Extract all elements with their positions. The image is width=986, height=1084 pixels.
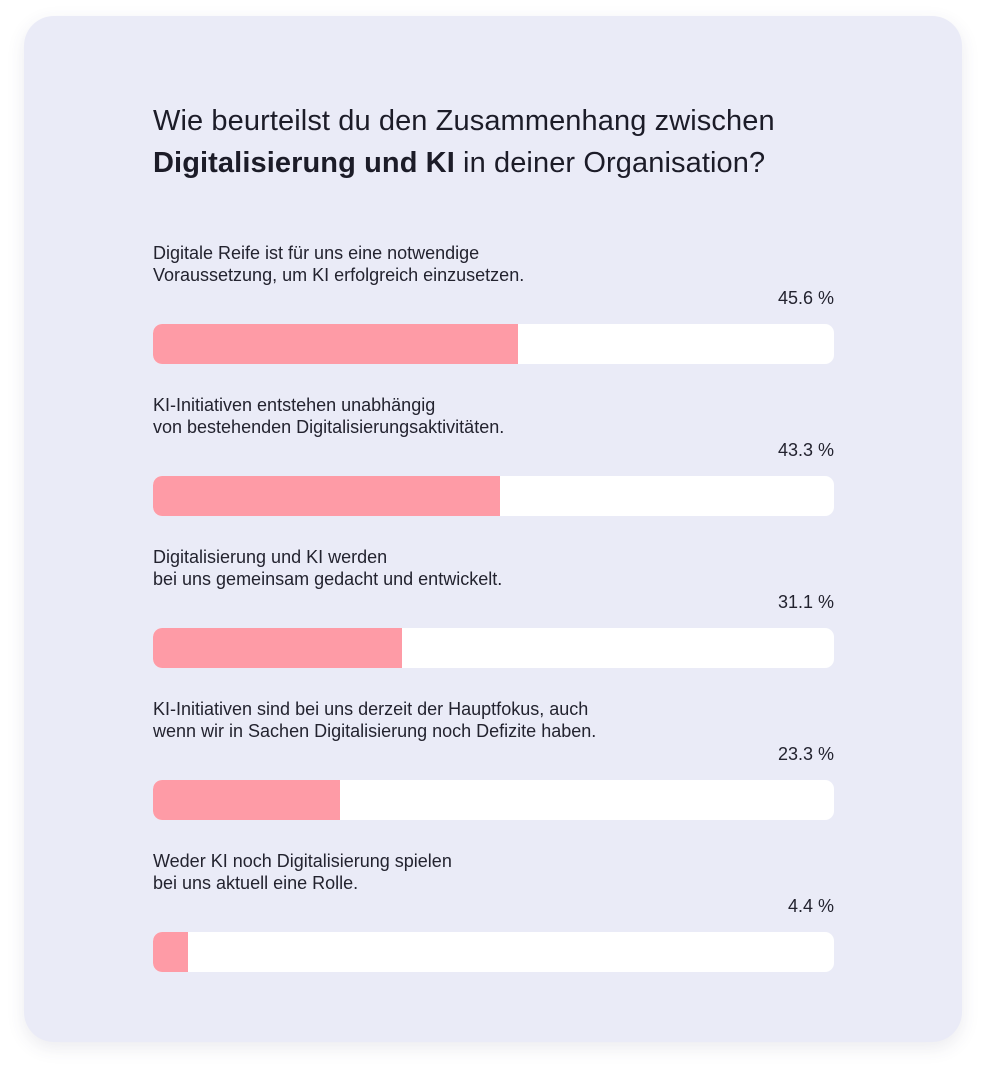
bar-track [153, 628, 834, 668]
bar-row [153, 394, 834, 546]
title-bold: Digitalisierung und KI [153, 147, 455, 179]
bar-track [153, 932, 834, 972]
bar [153, 628, 402, 668]
bar-value-label: 43.3 % [777, 440, 834, 460]
bar-value-label: 31.1 % [777, 592, 834, 612]
bar-value-label: 23.3 % [777, 744, 834, 764]
bar-label: Weder KI noch Digitalisierung spielen bei uns aktuell eine Rolle. [153, 851, 452, 893]
bar [153, 476, 500, 516]
bar-track [153, 324, 834, 364]
bar-label: KI-Initiativen entstehen unabhängig von bestehenden Digitalisierungsaktivitäten. [153, 395, 505, 437]
bar-row [153, 242, 834, 394]
bar-value-label: 45.6 % [777, 288, 834, 308]
title-part-1: Wie beurteilst du den Zusammenhang zwischen [153, 105, 775, 137]
bar [153, 324, 518, 364]
bar-value-label: 4.4 % [787, 896, 834, 916]
bar-row [153, 546, 834, 698]
bar-row [153, 698, 834, 850]
bar-label: KI-Initiativen sind bei uns derzeit der Hauptfokus, auch wenn wir in Sachen Digitalisierung noch Defizite haben. [153, 699, 597, 741]
bar-label: Digitalisierung und KI werden bei uns gemeinsam gedacht und entwickelt. [153, 547, 503, 589]
survey-card [24, 16, 962, 1042]
bar-list [153, 242, 834, 1002]
chart-title [153, 100, 873, 184]
bar-label: Digitale Reife ist für uns eine notwendige Voraussetzung, um KI erfolgreich einzusetzen. [153, 243, 525, 285]
bar [153, 780, 340, 820]
bar [153, 932, 188, 972]
bar-track [153, 476, 834, 516]
bar-track [153, 780, 834, 820]
title-part-2: in deiner Organisation? [463, 147, 766, 179]
bar-row [153, 850, 834, 1002]
